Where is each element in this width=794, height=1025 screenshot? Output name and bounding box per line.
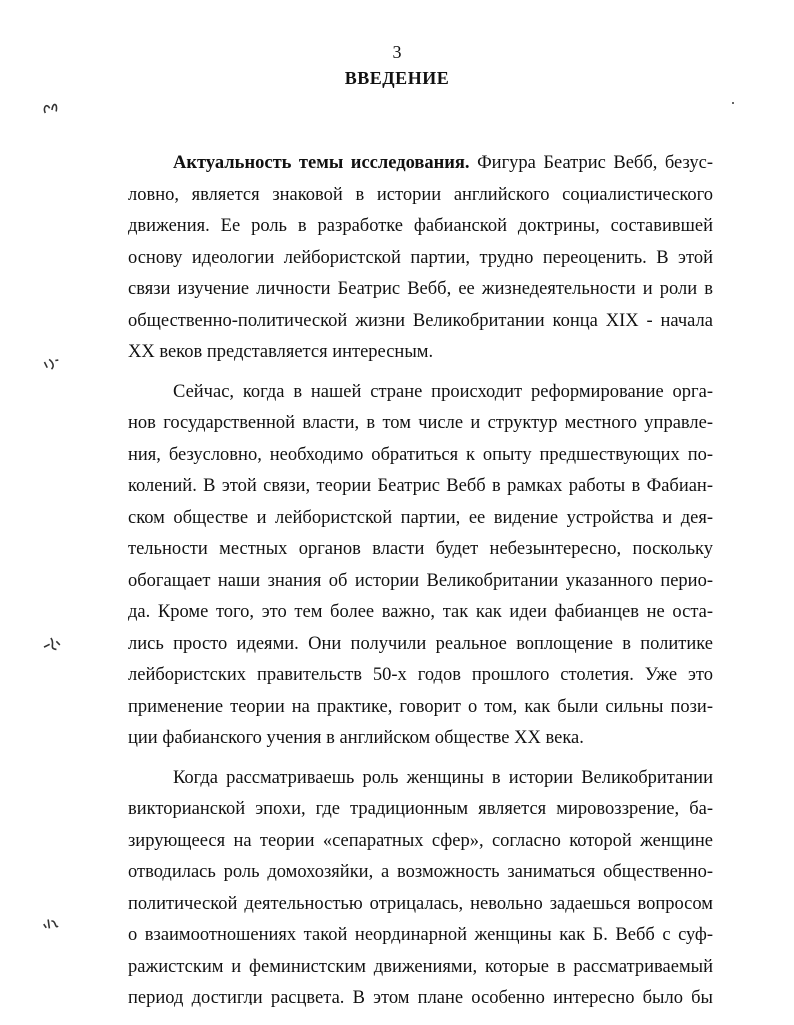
paragraph-line: Когда рассматриваешь роль женщины в истории Великобритании (173, 767, 713, 788)
paragraph-line: обогащает наши знания об истории Великобритании указанного перио- (128, 570, 713, 591)
paragraph-line: ции фабианского учения в английском обществе XX века. (128, 728, 584, 748)
paragraph-line: ражистским и феминистским движениями, которые в рассматриваемый (128, 956, 713, 977)
page-number: 3 (392, 42, 402, 62)
paragraph-line: движения. Ее роль в разработке фабианской доктрины, составившей (128, 216, 713, 236)
margin-scribble-icon (41, 354, 64, 378)
paragraph-line: отводилась роль домохозяйки, а возможность заниматься общественно- (128, 862, 713, 882)
paragraph-line: применение теории на практике, говорит о том, как были сильны пози- (128, 696, 713, 717)
paragraph-line: да. Кроме того, это тем более важно, так как идеи фабианцев не оста- (128, 602, 713, 622)
paragraph-line: зирующееся на теории «сепаратных сфер», согласно которой женщине (128, 830, 713, 851)
page-title: ВВЕДЕНИЕ (344, 68, 450, 88)
paragraph-line: тельности местных органов власти будет небезынтересно, поскольку (128, 539, 713, 559)
body-text (128, 148, 713, 1015)
paragraph-line: ловно, является знаковой в истории английского социалистического (128, 184, 713, 205)
paragraph-line: лейбористских правительств 50-х годов прошлого столетия. Уже это (128, 665, 713, 685)
paragraph-line: политической деятельностью отрицалась, невольно задаешься вопросом (128, 893, 713, 914)
paragraph-line: Сейчас, когда в нашей стране происходит реформирование орга- (173, 381, 713, 402)
paragraph-line: колений. В этой связи, теории Беатрис Вебб в рамках работы в Фабиан- (128, 476, 713, 496)
paragraph-line: связи изучение личности Беатрис Вебб, ее жизнедеятельности и роли в (128, 279, 713, 299)
margin-scribble-icon (41, 914, 64, 938)
paragraph-line: общественно-политической жизни Великобритании конца XIX - начала (128, 310, 713, 331)
paragraph-line: ском обществе и лейбористской партии, ее видение устройства и дея- (128, 507, 713, 528)
paragraph-line: о взаимоотношениях такой неординарной женщины как Б. Вебб с суф- (128, 925, 713, 945)
paragraph-line: основу идеологии лейбористской партии, трудно переоценить. В этой (128, 247, 713, 268)
paragraph-line: период достигли расцвета. В этом плане особенно интересно было бы (128, 988, 713, 1008)
margin-scribble-icon (41, 99, 64, 123)
paragraph-line: Актуальность темы исследования. Фигура Беатрис Вебб, безус- (173, 153, 714, 173)
paragraph-line: викторианской эпохи, где традиционным является мировоззрение, ба- (128, 799, 713, 819)
scan-speck (732, 102, 734, 104)
paragraph-line: лись просто идеями. Они получили реальное воплощение в политике (128, 633, 713, 654)
margin-scribble-icon (41, 635, 64, 659)
section-heading-inline: Актуальность темы исследования. (173, 153, 470, 173)
paragraph-line: XX веков представляется интересным. (128, 342, 434, 362)
paragraph-line: нов государственной власти, в том числе и структур местного управле- (128, 413, 713, 433)
paragraph-line: ния, безусловно, необходимо обратиться к опыту предшествующих по- (128, 444, 713, 465)
